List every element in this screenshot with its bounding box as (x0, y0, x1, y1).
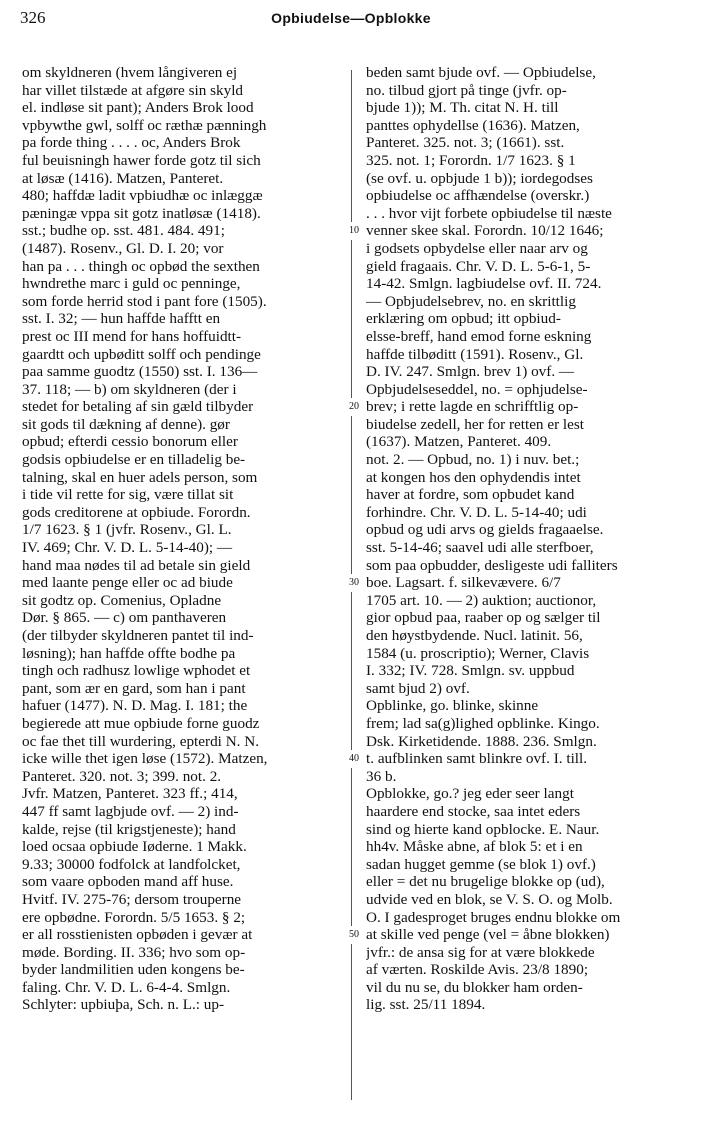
text-line: sst. I. 32; — hun haffde hafftt en (22, 310, 221, 328)
text-line: venner skee skal. Forordn. 10/12 1646; (366, 222, 604, 240)
text-line: den høystbydende. Nucl. latinit. 56, (366, 627, 583, 644)
text-line: 1584 (u. proscriptio); Werner, Clavis (366, 644, 590, 662)
text-line: haardere end stocke, saa intet eders (366, 802, 581, 820)
text-line: vpbywthe gwl, solff oc ræthæ pænningh (22, 116, 267, 134)
text-line: biudelse zedell, her for retten er lest (366, 415, 585, 433)
text-line: 9.33; 30000 fodfolck at landfolcket, (22, 855, 241, 873)
text-line: paa samme guodtz (1550) sst. I. 136— (22, 363, 258, 381)
text-line: brev; i rette lagde en schrifftlig op- (366, 398, 579, 416)
line-number-marker: 30 (343, 574, 365, 592)
left-column (22, 64, 344, 1014)
line-number-gutter (343, 64, 365, 1124)
text-line: sadan hugget gemme (se blok 1) ovf.) (366, 855, 596, 873)
text-line: i tide vil rette for sig, være tillat sit (22, 486, 234, 504)
text-line: I. 332; IV. 728. Smlgn. sv. uppbud (366, 662, 575, 680)
text-line: el. indløse sit pant); Anders Brok lood (22, 99, 254, 117)
text-line: hand maa nødes til ad betale sin gield (22, 556, 251, 574)
text-line: har villet tilstæde at afgøre sin skyld (22, 81, 244, 99)
text-line: pant, som ær en gard, som han i pant (22, 679, 246, 697)
text-line: IV. 469; Chr. V. D. L. 5-14-40); — (22, 539, 233, 557)
text-line: sit gods til dækning af denne). gør (22, 415, 230, 433)
text-line: af værten. Roskilde Avis. 23/8 1890; (366, 961, 589, 979)
text-line: frem; lad sa(g)lighed opblinke. Kingo. (366, 714, 600, 732)
text-line: Panteret. 325. not. 3; (1661). sst. (366, 134, 565, 152)
text-line: kalde, rejse (til krigstjeneste); hand (22, 820, 236, 838)
text-line: faling. Chr. V. D. L. 6-4-4. Smlgn. (22, 978, 231, 996)
text-line: panttes ophydellse (1636). Matzen, (366, 116, 580, 134)
text-line: hafuer (1477). N. D. Mag. I. 181; the (22, 697, 248, 715)
text-line: (1637). Matzen, Panteret. 409. (366, 433, 552, 451)
text-line: pæningæ vppa sit gotz inatløsæ (1418). (22, 204, 261, 222)
text-line: i godsets opbydelse eller naar arv og (366, 239, 588, 257)
line-number-marker: 40 (343, 750, 365, 768)
text-line: som forde herrid stod i pant fore (1505). (22, 292, 267, 310)
text-line: løsning); han haffde offte bodhe pa (22, 644, 236, 662)
text-line: forhindre. Chr. V. D. L. 5-14-40; udi (366, 503, 587, 521)
text-line: elsse-breff, hand emod forne eskning (366, 327, 592, 345)
text-line: (se ovf. u. opbjude 1 b)); iordegodses (366, 169, 593, 187)
text-line: Jvfr. Matzen, Panteret. 323 ff.; 414, (22, 785, 238, 803)
text-line: D. IV. 247. Smlgn. brev 1) ovf. — (366, 363, 575, 381)
text-line: 37. 118; — b) om skyldneren (der i (22, 380, 237, 398)
text-line: som vaare opboden mand aff huse. (22, 873, 234, 891)
text-line: udvide ved en blok, se V. S. O. og Molb. (366, 890, 613, 908)
text-line: sind og hierte kand opblocke. E. Naur. (366, 820, 600, 838)
text-line: 447 ff samt lagbjude ovf. — 2) ind- (22, 802, 239, 820)
text-line: Dør. § 865. — c) om panthaveren (22, 609, 227, 627)
text-line: oc fae thet till wurdering, epterdi N. N. (22, 732, 260, 750)
text-line: tingh och radhusz lowlige wphodet et (22, 662, 251, 680)
text-line: hwndrethe marc i guld oc penninge, (22, 275, 241, 293)
text-line: vil du nu se, du blokker ham orden- (366, 978, 583, 996)
text-line: gior opbud paa, raaber op og sælger til (366, 609, 601, 627)
text-line: boe. Lagsart. f. silkevævere. 6/7 (366, 574, 561, 592)
text-line: t. aufblinken samt blinkre ovf. I. till. (366, 750, 588, 768)
text-line: O. I gadesproget bruges endnu blokke om (366, 908, 621, 926)
text-line: Opbjudelseseddel, no. = ophjudelse- (366, 380, 588, 398)
line-number-marker: 10 (343, 222, 365, 240)
text-line: om skyldneren (hvem långiveren ej (22, 64, 238, 81)
text-line: . . . hvor vijt forbete opbiudelse til næste (366, 204, 612, 222)
text-line: begierede att mue opbiude forne guodz (22, 714, 260, 732)
page-number: 326 (20, 8, 46, 27)
text-line: sst. 5-14-46; saavel udi alle sterfboer, (366, 539, 594, 557)
text-line: gield fragaais. Chr. V. D. L. 5-6-1, 5- (366, 257, 591, 275)
text-line: 14-42. Smlgn. lagbiudelse ovf. II. 724. (366, 275, 602, 293)
text-line: at kongen hos den ophydendis intet (366, 468, 581, 486)
text-line: beden samt bjude ovf. — Opbiudelse, (366, 64, 596, 81)
text-line: Hvitf. IV. 275-76; dersom trouperne (22, 890, 242, 908)
text-line: 480; haffdæ ladit vpbiudhæ oc inlæggæ (22, 187, 263, 205)
text-line: Panteret. 320. not. 3; 399. not. 2. (22, 767, 222, 785)
text-line: gods creditorene at opbiude. Forordn. (22, 503, 251, 521)
text-line: haffde tilbøditt (1591). Rosenv., Gl. (366, 345, 584, 363)
text-line: lig. sst. 25/11 1894. (366, 996, 486, 1014)
text-line: Opblokke, go.? jeg eder seer langt (366, 785, 574, 803)
text-line: hh4v. Måske abne, af blok 5: et i en (366, 838, 583, 856)
text-line: 36 b. (366, 767, 397, 785)
text-line: loed ocsaa opbiude Iøderne. 1 Makk. (22, 838, 247, 856)
text-line: ere opbødne. Forordn. 5/5 1653. § 2; (22, 908, 246, 926)
page-header (0, 8, 702, 34)
line-number-marker: 50 (343, 926, 365, 944)
text-line: bjude 1)); M. Th. citat N. H. till (366, 99, 559, 117)
text-line: opbiudelse oc affhændelse (overskr.) (366, 187, 590, 205)
text-line: ful beuisningh hawer forde gotz til sich (22, 151, 261, 169)
text-line: Schlyter: upbiuþa, Sch. n. L.: up- (22, 996, 225, 1014)
text-line: no. tilbud gjort på tinge (jvfr. op- (366, 81, 567, 99)
text-line: er all rosstienisten opbøden i gevær at (22, 926, 253, 944)
line-number-marker: 20 (343, 398, 365, 416)
text-line: gaardtt och upbøditt solff och pendinge (22, 345, 261, 363)
text-line: sit godtz op. Comenius, Opladne (22, 591, 222, 609)
text-line: 1/7 1623. § 1 (jvfr. Rosenv., Gl. L. (22, 521, 232, 539)
text-line: talning, skal en huer adels person, som (22, 468, 258, 486)
text-line: (1487). Rosenv., Gl. D. I. 20; vor (22, 239, 224, 257)
text-line: at løsæ (1416). Matzen, Panteret. (22, 169, 224, 187)
text-line: stedet for betaling af sin gæld tilbyder (22, 398, 254, 416)
text-line: byder landmilitien uden kongens be- (22, 961, 245, 979)
running-title: Opbiudelse—Opblokke (271, 10, 431, 26)
text-line: icke wille thet igen løse (1572). Matzen, (22, 750, 268, 768)
right-column (366, 64, 684, 1014)
text-line: han pa . . . thingh oc opbød the sexthen (22, 257, 260, 275)
text-line: 325. not. 1; Forordn. 1/7 1623. § 1 (366, 151, 576, 169)
text-line: samt bjud 2) ovf. (366, 679, 470, 697)
text-line: jvfr.: de ansa sig for at være blokkede (366, 943, 595, 961)
text-line: opbud; efterdi cessio bonorum eller (22, 433, 238, 451)
text-line: not. 2. — Opbud, no. 1) i nuv. bet.; (366, 451, 580, 469)
text-line: sst.; budhe op. sst. 481. 484. 491; (22, 222, 225, 240)
text-line: at skille ved penge (vel = åbne blokken) (366, 926, 610, 944)
text-line: Opblinke, go. blinke, skinne (366, 697, 539, 715)
text-line: 1705 art. 10. — 2) auktion; auctionor, (366, 591, 597, 609)
text-line: — Opbjudelsebrev, no. en skrittlig (366, 292, 576, 310)
text-line: opbud og udi arvs og gields fragaaelse. (366, 521, 604, 539)
text-line: erklæring om opbud; itt opbiud- (366, 310, 561, 328)
text-line: pa forde thing . . . . oc, Anders Brok (22, 134, 241, 152)
text-line: (der tilbyder skyldneren pantet til ind- (22, 627, 254, 644)
text-line: som paa opbudder, desligeste udi falliters (366, 556, 618, 574)
text-line: prest oc III mend for hans hoffuidtt- (22, 327, 242, 345)
text-line: godsis opbiudelse er en tilladelig be- (22, 451, 246, 469)
text-line: haver at fordre, som opbudet kand (366, 486, 575, 504)
text-line: Dsk. Kirketidende. 1888. 236. Smlgn. (366, 732, 597, 750)
text-line: eller = det nu brugelige blokke op (ud), (366, 873, 605, 891)
text-line: med laante penge eller oc ad biude (22, 574, 233, 592)
text-line: møde. Bording. II. 336; hvo som op- (22, 943, 246, 961)
